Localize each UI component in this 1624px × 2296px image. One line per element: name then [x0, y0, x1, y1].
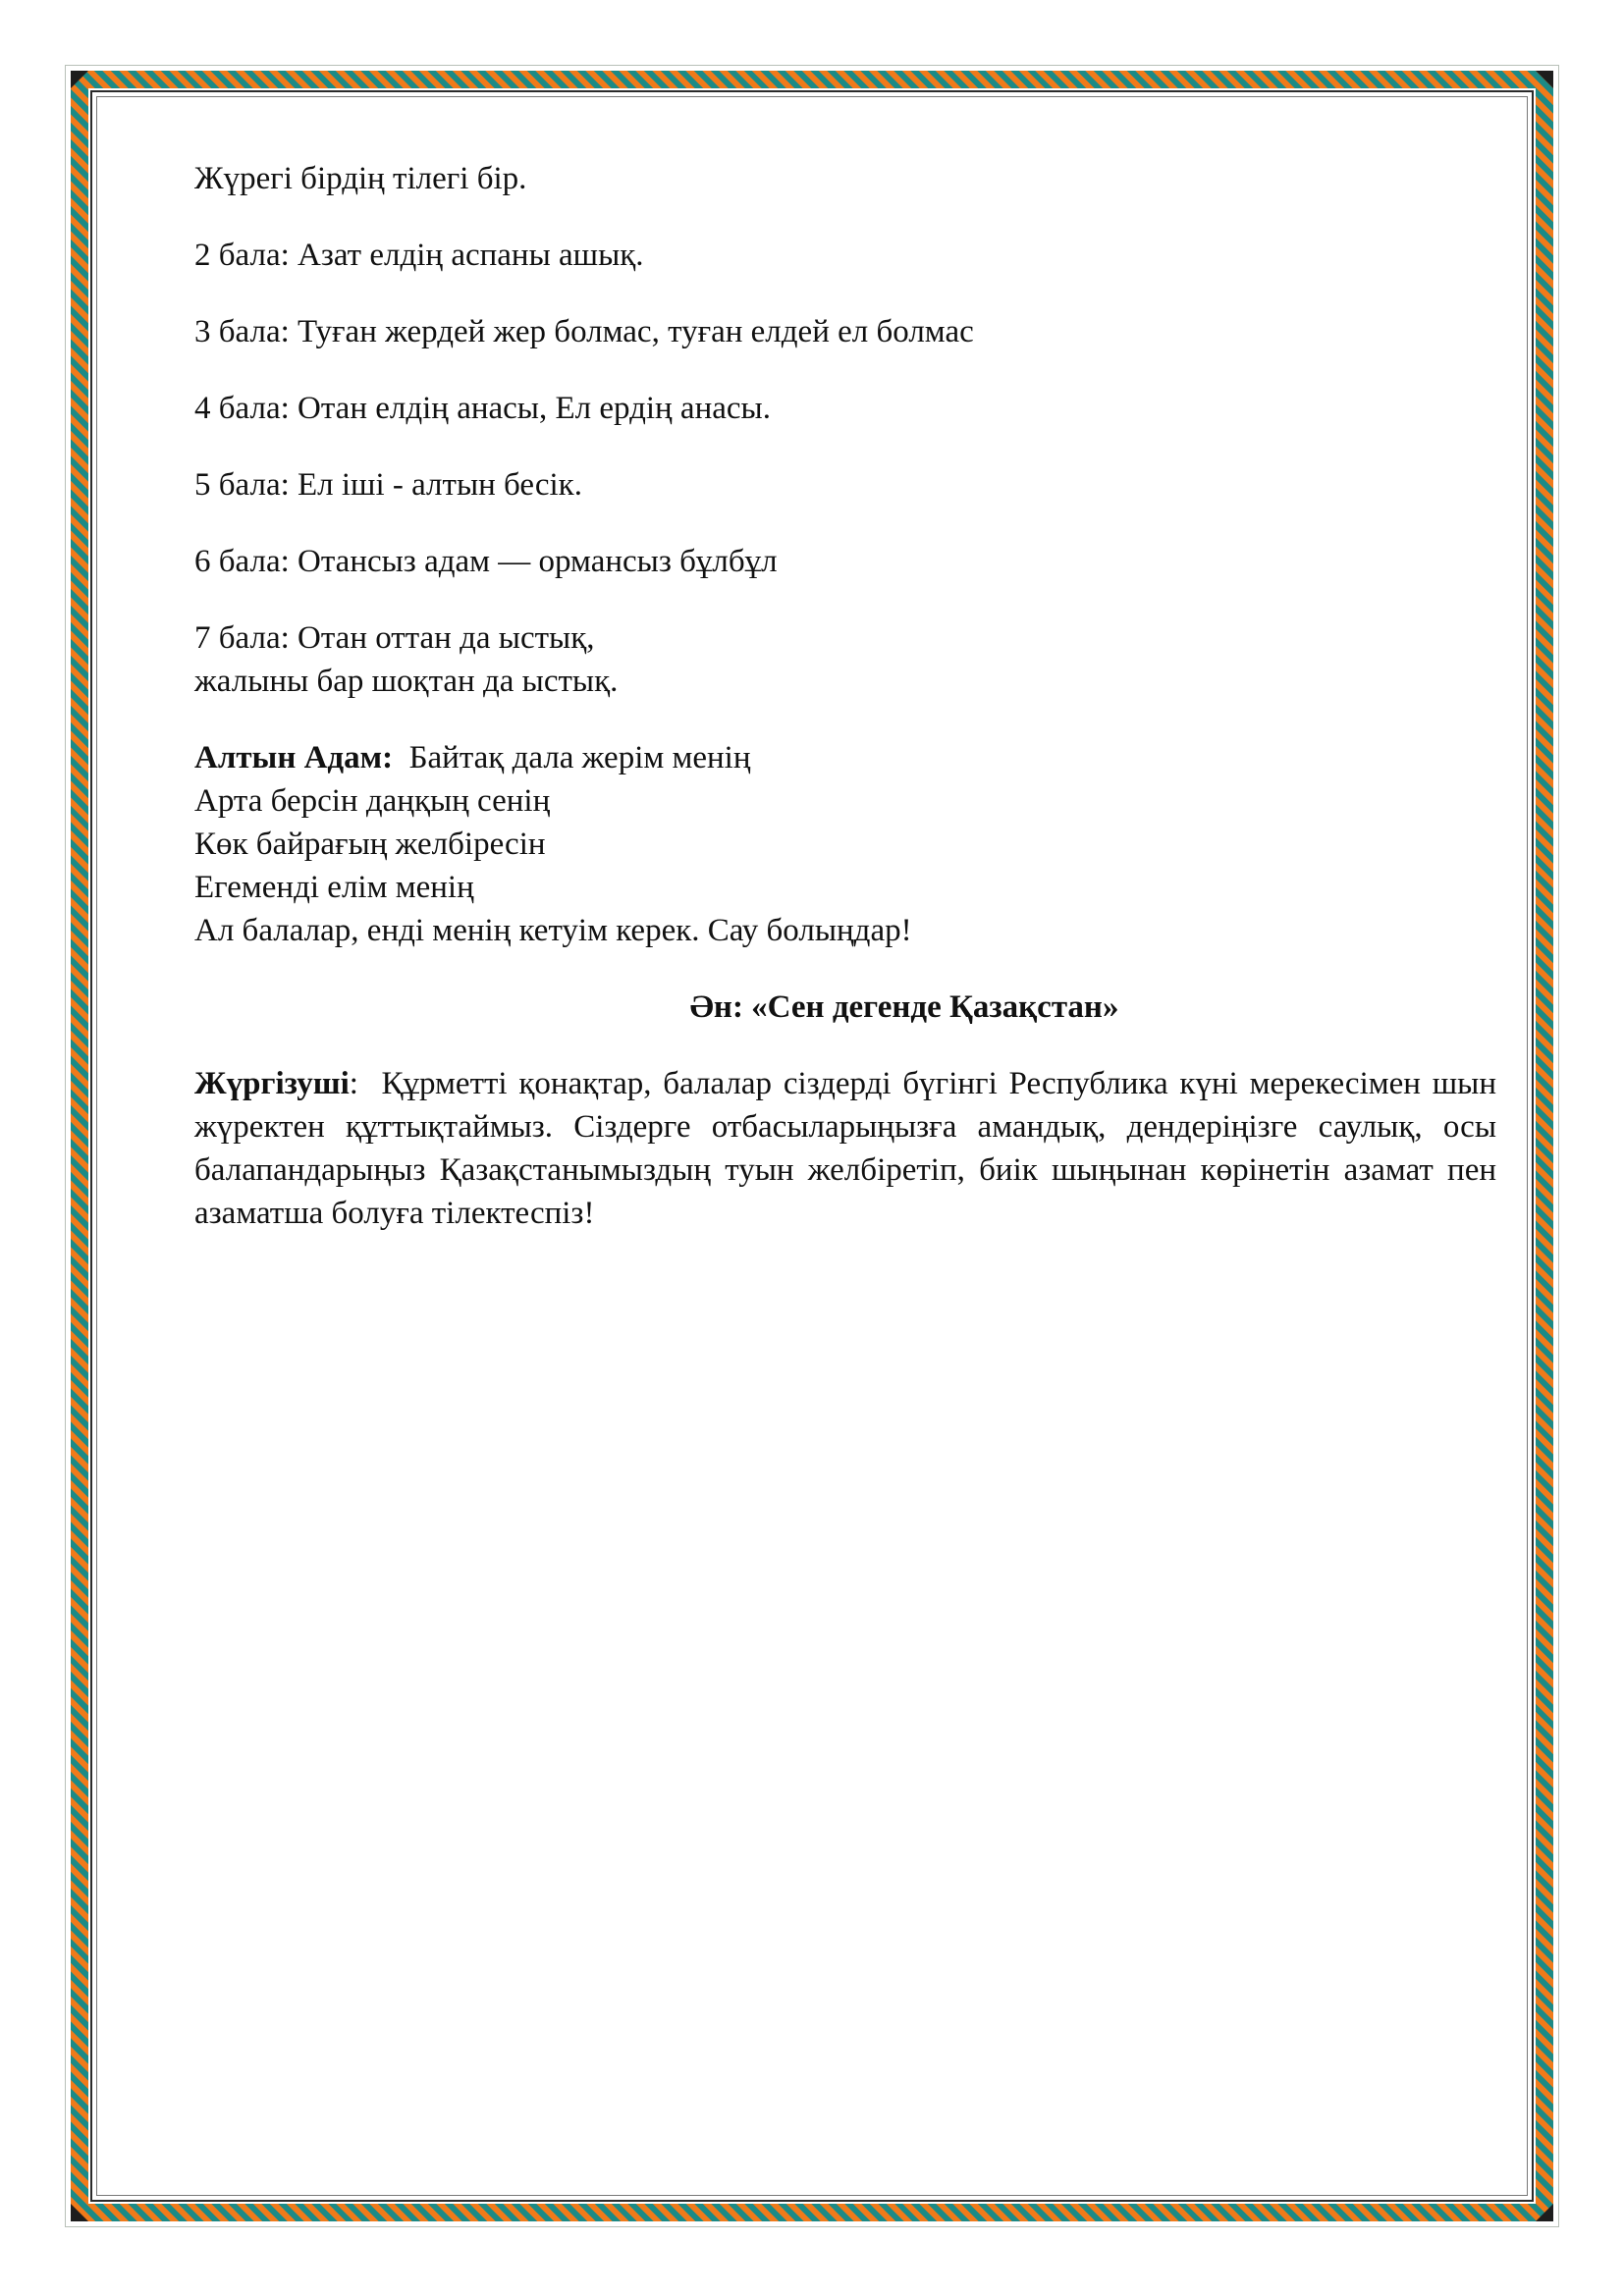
host-paragraph: [194, 1062, 1496, 1235]
song-title: Ән: «Сен дегенде Қазақстан»: [689, 989, 1119, 1025]
altyn-line-text: Байтақ дала жерім менің: [408, 740, 751, 775]
host-speaker: Жүргізуші: [194, 1066, 350, 1101]
host-colon: :: [349, 1066, 358, 1101]
altyn-line: Арта берсін даңқың сенің: [194, 783, 551, 819]
child-7-line-2: жалыны бар шоқтан да ыстық.: [194, 664, 619, 699]
altyn-line: Ал балалар, енді менің кетуім керек. Сау болыңдар!: [194, 913, 912, 948]
paragraph-child-4: 4 бала: Отан елдің анасы, Ел ердің анасы.: [194, 391, 771, 426]
paragraph-child-6: 6 бала: Отансыз адам — ормансыз бұлбұл: [194, 544, 778, 579]
paragraph-line-0: Жүрегі бірдің тілегі бір.: [194, 161, 527, 196]
document-body: [194, 157, 1496, 1268]
paragraph-child-7: [194, 616, 1496, 703]
paragraph-child-3: 3 бала: Туған жердей жер болмас, туған елдей ел болмас: [194, 314, 974, 349]
altyn-line: Көк байрағың желбіресін: [194, 827, 546, 862]
altyn-speaker: Алтын Адам:: [194, 740, 394, 775]
host-text: Құрметті қонақтар, балалар сіздерді бүгінгі Республика күні мерекесімен шын жүректен құттықтаймыз. Сіздерге отбасыларыңызға амандық, дендеріңізге саулық, осы балапандарыңыз Қазақстанымыздың туын желбіретіп, биік шыңынан көрінетін азамат пен азаматша болуға тілектеспіз!: [194, 1066, 1496, 1231]
altyn-adam-verse: [194, 736, 1496, 952]
altyn-line: Егеменді елім менің: [194, 870, 474, 905]
altyn-first-line: [194, 736, 1496, 779]
child-7-line-1: 7 бала: Отан оттан да ыстық,: [194, 620, 595, 656]
paragraph-child-5: 5 бала: Ел іші - алтын бесік.: [194, 467, 582, 503]
paragraph-child-2: 2 бала: Азат елдің аспаны ашық.: [194, 238, 644, 273]
